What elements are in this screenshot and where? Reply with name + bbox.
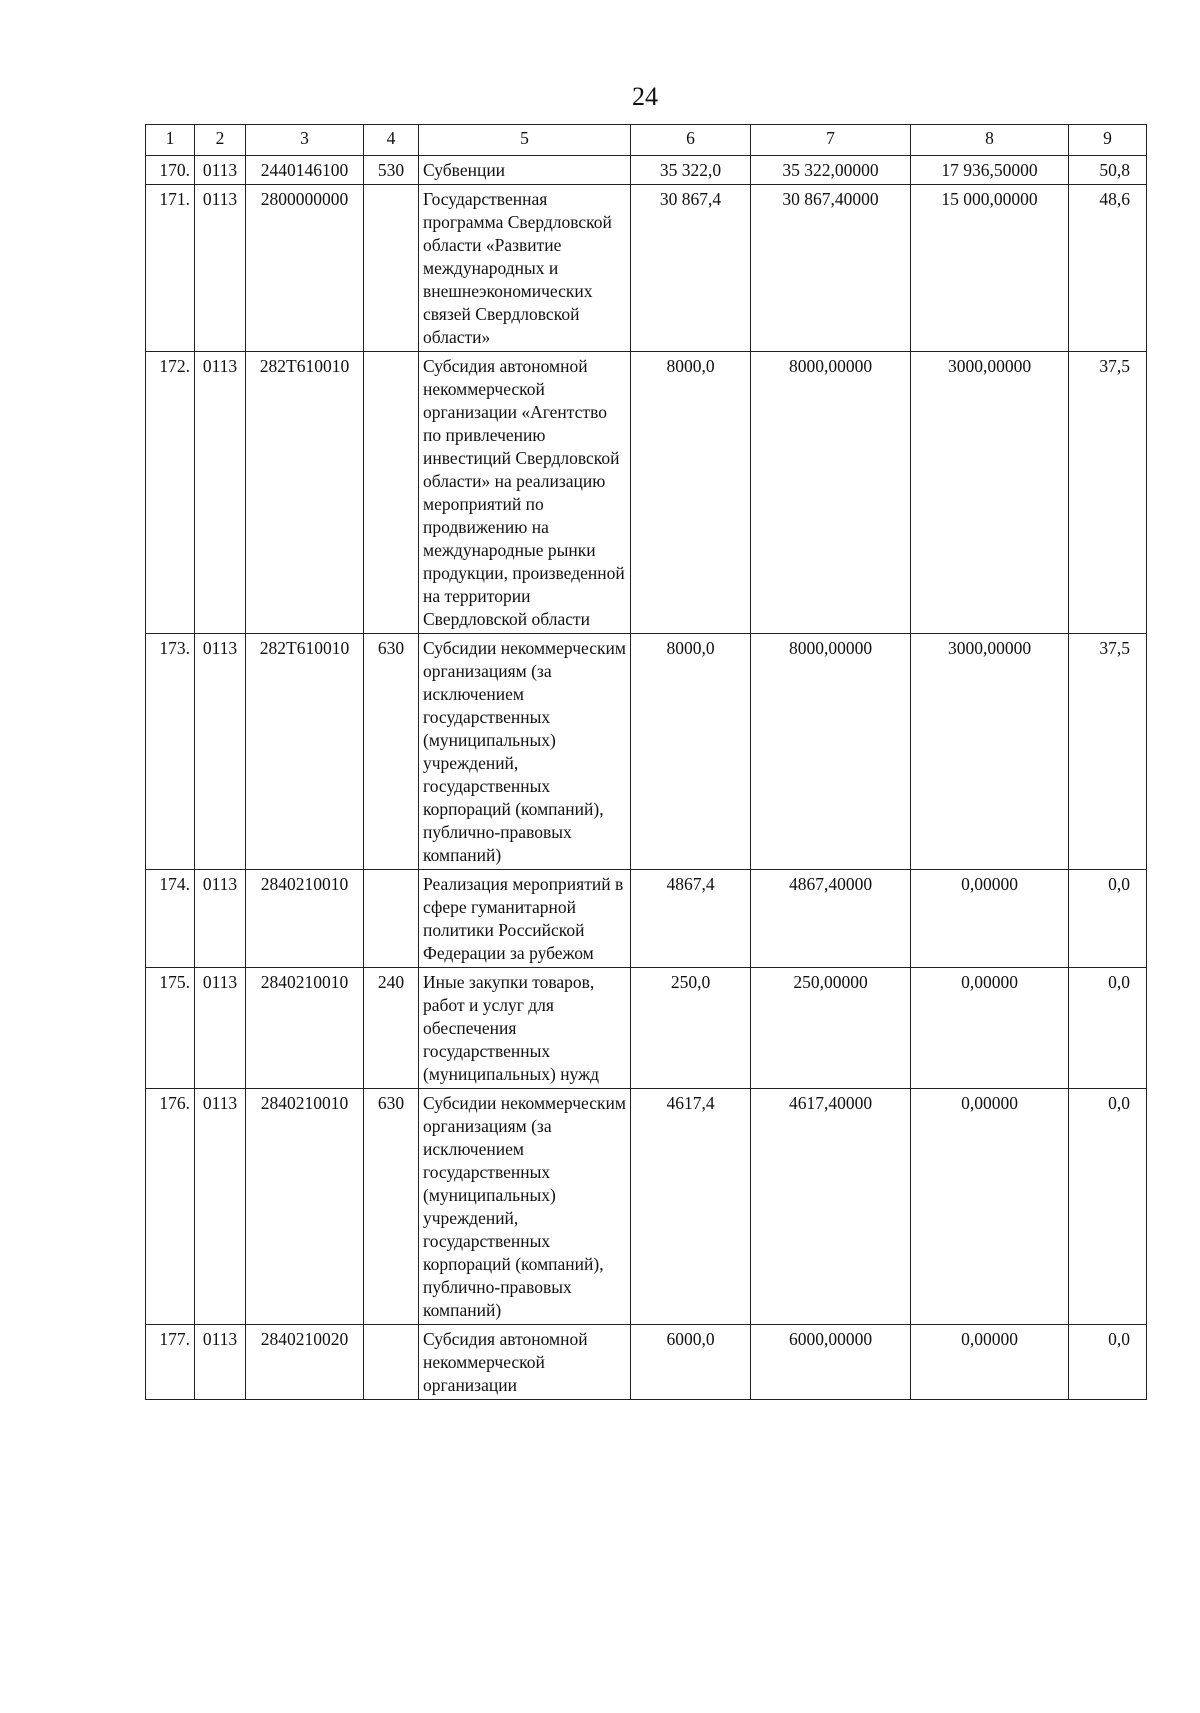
target-code: 2440146100: [246, 156, 364, 185]
expense-type: 530: [364, 156, 419, 185]
item-name: Субсидии некоммерческим организациям (за исключением государственных (муниципальных) учреждений, государственных корпораций (компаний), публично-правовых компаний): [419, 1089, 631, 1325]
item-name: Субсидия автономной некоммерческой организации: [419, 1325, 631, 1400]
header-cell: 7: [751, 125, 911, 156]
percent-executed: 0,0: [1069, 870, 1147, 968]
expense-type: 240: [364, 968, 419, 1089]
value-col8: 3000,00000: [911, 634, 1069, 870]
value-col6: 8000,0: [631, 352, 751, 634]
expense-type: [364, 870, 419, 968]
target-code: 2840210010: [246, 870, 364, 968]
value-col7: 4617,40000: [751, 1089, 911, 1325]
value-col7: 250,00000: [751, 968, 911, 1089]
value-col8: 3000,00000: [911, 352, 1069, 634]
budget-table: [145, 124, 1147, 1400]
header-cell: 9: [1069, 125, 1147, 156]
value-col7: 4867,40000: [751, 870, 911, 968]
row-number: 171.: [146, 185, 195, 352]
row-number: 172.: [146, 352, 195, 634]
table-row: [146, 352, 1147, 634]
table-row: [146, 968, 1147, 1089]
value-col7: 6000,00000: [751, 1325, 911, 1400]
header-cell: 2: [195, 125, 246, 156]
percent-executed: 0,0: [1069, 968, 1147, 1089]
value-col8: 0,00000: [911, 1325, 1069, 1400]
value-col8: 0,00000: [911, 1089, 1069, 1325]
section-code: 0113: [195, 156, 246, 185]
section-code: 0113: [195, 634, 246, 870]
percent-executed: 0,0: [1069, 1325, 1147, 1400]
value-col6: 250,0: [631, 968, 751, 1089]
expense-type: [364, 185, 419, 352]
row-number: 176.: [146, 1089, 195, 1325]
header-cell: 8: [911, 125, 1069, 156]
table-row: [146, 1325, 1147, 1400]
section-code: 0113: [195, 870, 246, 968]
item-name: Реализация мероприятий в сфере гуманитарной политики Российской Федерации за рубежом: [419, 870, 631, 968]
percent-executed: 48,6: [1069, 185, 1147, 352]
value-col8: 0,00000: [911, 870, 1069, 968]
percent-executed: 37,5: [1069, 352, 1147, 634]
row-number: 174.: [146, 870, 195, 968]
target-code: 2840210020: [246, 1325, 364, 1400]
value-col6: 4617,4: [631, 1089, 751, 1325]
value-col6: 8000,0: [631, 634, 751, 870]
table-row: [146, 870, 1147, 968]
item-name: Субсидии некоммерческим организациям (за исключением государственных (муниципальных) учреждений, государственных корпораций (компаний), публично-правовых компаний): [419, 634, 631, 870]
expense-type: 630: [364, 634, 419, 870]
expense-type: [364, 1325, 419, 1400]
value-col7: 8000,00000: [751, 634, 911, 870]
expense-type: [364, 352, 419, 634]
row-number: 177.: [146, 1325, 195, 1400]
row-number: 170.: [146, 156, 195, 185]
header-cell: 4: [364, 125, 419, 156]
table-row: [146, 634, 1147, 870]
header-cell: 6: [631, 125, 751, 156]
target-code: 282Т610010: [246, 634, 364, 870]
percent-executed: 37,5: [1069, 634, 1147, 870]
section-code: 0113: [195, 968, 246, 1089]
page-number: 24: [632, 82, 658, 111]
table-row: [146, 185, 1147, 352]
expense-type: 630: [364, 1089, 419, 1325]
section-code: 0113: [195, 352, 246, 634]
header-row: [146, 125, 1147, 156]
percent-executed: 50,8: [1069, 156, 1147, 185]
target-code: 2840210010: [246, 968, 364, 1089]
row-number: 175.: [146, 968, 195, 1089]
value-col8: 15 000,00000: [911, 185, 1069, 352]
value-col6: 35 322,0: [631, 156, 751, 185]
item-name: Субвенции: [419, 156, 631, 185]
value-col6: 4867,4: [631, 870, 751, 968]
value-col7: 35 322,00000: [751, 156, 911, 185]
percent-executed: 0,0: [1069, 1089, 1147, 1325]
target-code: 282Т610010: [246, 352, 364, 634]
table-row: [146, 1089, 1147, 1325]
item-name: Субсидия автономной некоммерческой организации «Агентство по привлечению инвестиций Свердловской области» на реализацию мероприятий по продвижению на международные рынки продукции, произведенной на территории Свердловской области: [419, 352, 631, 634]
value-col7: 30 867,40000: [751, 185, 911, 352]
value-col7: 8000,00000: [751, 352, 911, 634]
item-name: Государственная программа Свердловской области «Развитие международных и внешнеэкономических связей Свердловской области»: [419, 185, 631, 352]
header-cell: 1: [146, 125, 195, 156]
value-col6: 6000,0: [631, 1325, 751, 1400]
value-col8: 17 936,50000: [911, 156, 1069, 185]
header-cell: 5: [419, 125, 631, 156]
row-number: 173.: [146, 634, 195, 870]
target-code: 2840210010: [246, 1089, 364, 1325]
item-name: Иные закупки товаров, работ и услуг для обеспечения государственных (муниципальных) нужд: [419, 968, 631, 1089]
value-col6: 30 867,4: [631, 185, 751, 352]
value-col8: 0,00000: [911, 968, 1069, 1089]
section-code: 0113: [195, 1089, 246, 1325]
header-cell: 3: [246, 125, 364, 156]
section-code: 0113: [195, 1325, 246, 1400]
table-row: [146, 156, 1147, 185]
target-code: 2800000000: [246, 185, 364, 352]
section-code: 0113: [195, 185, 246, 352]
